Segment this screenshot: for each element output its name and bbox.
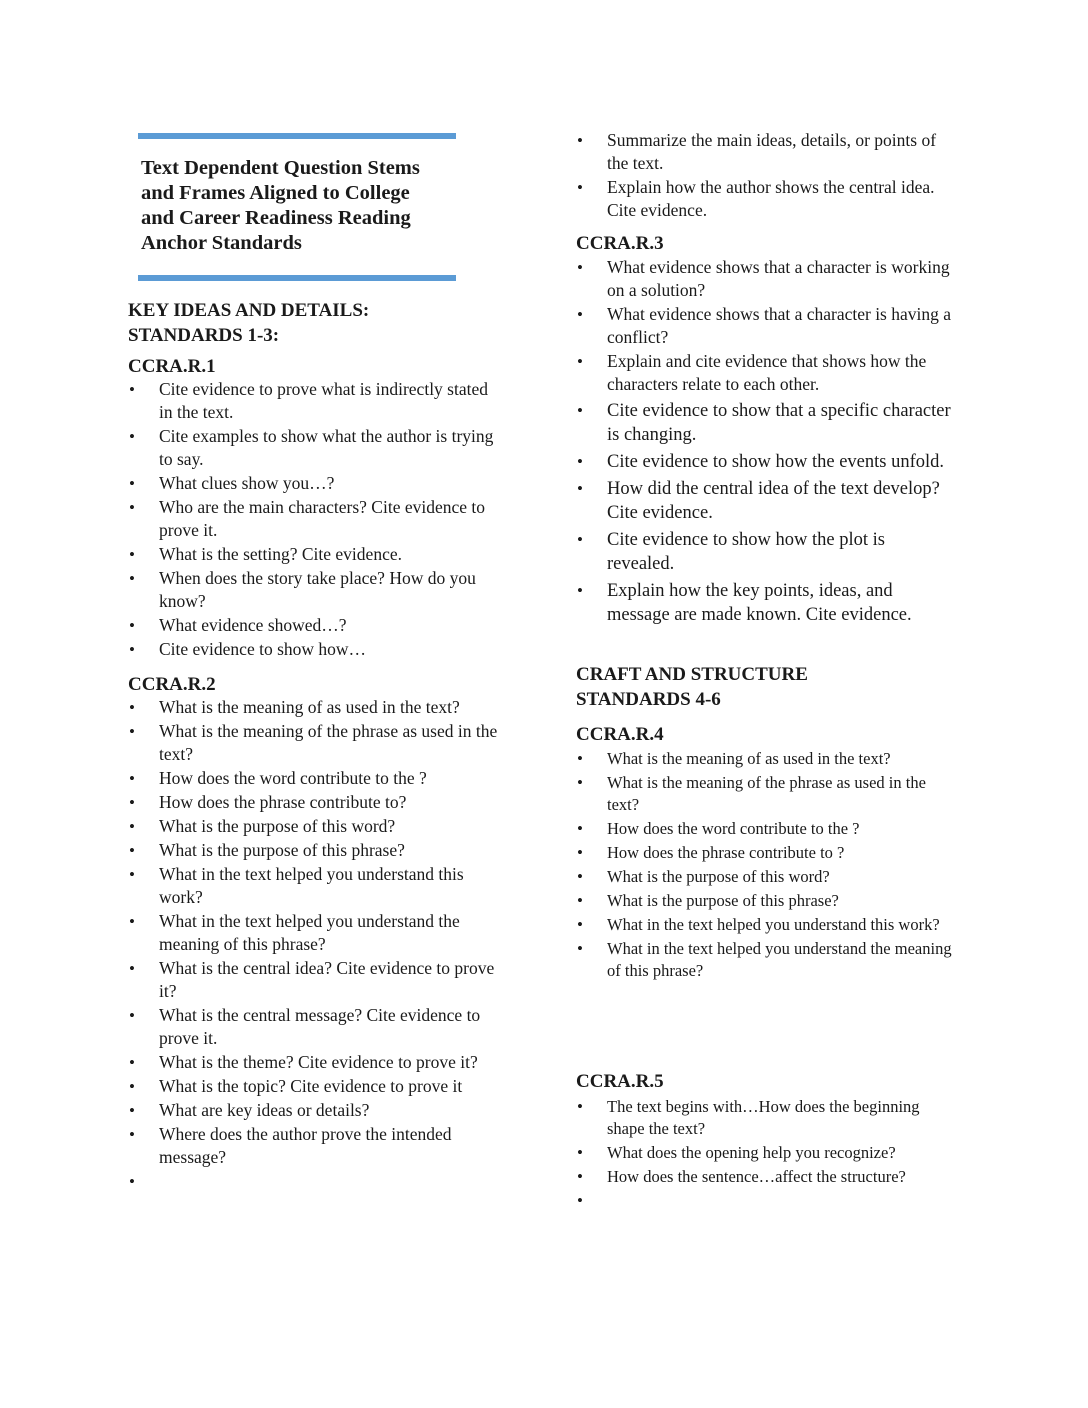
- list-item: • Summarize the main ideas, details, or points of the text.: [576, 129, 956, 175]
- list-item: • What is the meaning of as used in the text?: [128, 696, 500, 719]
- title-line: Anchor Standards: [141, 232, 302, 254]
- list-item: • What are key ideas or details?: [128, 1099, 500, 1122]
- list-item: • What is the theme? Cite evidence to prove it?: [128, 1051, 500, 1074]
- list-item: • Cite evidence to show how the plot is revealed.: [576, 528, 956, 576]
- list-item: • Cite evidence to show that a specific character is changing.: [576, 399, 956, 447]
- list-item: • What is the central idea? Cite evidence to prove it?: [128, 957, 500, 1003]
- list-item: • Who are the main characters? Cite evidence to prove it.: [128, 496, 500, 542]
- section-heading-line: STANDARDS 4-6: [576, 689, 721, 710]
- title-line: and Career Readiness Reading: [141, 207, 411, 229]
- list-item: • How does the sentence…affect the structure?: [576, 1166, 956, 1188]
- list-item: • What is the purpose of this word?: [128, 815, 500, 838]
- standard-heading-r1: CCRA.R.1: [128, 356, 216, 377]
- list-item: • Where does the author prove the intended message?: [128, 1123, 500, 1169]
- list-item: • What in the text helped you understand this work?: [576, 914, 956, 936]
- list-item: • What in the text helped you understand the meaning of this phrase?: [128, 910, 500, 956]
- list-item: • Cite evidence to prove what is indirectly stated in the text.: [128, 378, 500, 424]
- list-item: • What does the opening help you recognize?: [576, 1142, 956, 1164]
- title-block: [138, 133, 456, 281]
- list-item: • What is the purpose of this phrase?: [576, 890, 956, 912]
- list-item: • What is the meaning of the phrase as used in the text?: [576, 772, 956, 816]
- document-title: [141, 156, 456, 256]
- list-item: • What evidence showed…?: [128, 614, 500, 637]
- title-bottom-rule: [138, 275, 456, 281]
- standard-heading-r5: CCRA.R.5: [576, 1071, 664, 1092]
- list-item: • How does the phrase contribute to ?: [576, 842, 956, 864]
- list-item: • Cite evidence to show how…: [128, 638, 500, 661]
- list-item: • What is the purpose of this word?: [576, 866, 956, 888]
- list-item-empty: [576, 1190, 956, 1212]
- list-item-empty: [128, 1170, 500, 1193]
- section-heading-line: KEY IDEAS AND DETAILS:: [128, 300, 370, 321]
- list-r5: [576, 1096, 956, 1214]
- list-r2: [128, 696, 500, 1194]
- list-item: • What is the meaning of as used in the text?: [576, 748, 956, 770]
- list-item: • What is the meaning of the phrase as used in the text?: [128, 720, 500, 766]
- list-item: • What in the text helped you understand this work?: [128, 863, 500, 909]
- list-item: • Cite evidence to show how the events unfold.: [576, 450, 956, 474]
- list-item: • Cite examples to show what the author is trying to say.: [128, 425, 500, 471]
- standard-heading-r2: CCRA.R.2: [128, 674, 216, 695]
- list-r3: [576, 256, 956, 630]
- title-top-rule: [138, 133, 456, 139]
- list-item: • When does the story take place? How do you know?: [128, 567, 500, 613]
- standard-heading-r4: CCRA.R.4: [576, 724, 664, 745]
- title-line: and Frames Aligned to College: [141, 182, 410, 204]
- section-heading-line: CRAFT AND STRUCTURE: [576, 664, 808, 685]
- title-line: Text Dependent Question Stems: [141, 157, 420, 179]
- list-item: • How does the phrase contribute to?: [128, 791, 500, 814]
- list-r1: [128, 378, 500, 662]
- list-item: • Explain how the author shows the central idea. Cite evidence.: [576, 176, 956, 222]
- list-item: • What is the central message? Cite evidence to prove it.: [128, 1004, 500, 1050]
- list-item: • The text begins with…How does the beginning shape the text?: [576, 1096, 956, 1140]
- list-r4: [576, 748, 956, 984]
- list-item: • How does the word contribute to the ?: [576, 818, 956, 840]
- list-item: • How does the word contribute to the ?: [128, 767, 500, 790]
- list-item: • What is the setting? Cite evidence.: [128, 543, 500, 566]
- section-heading-craft-structure: [576, 662, 808, 712]
- list-item: • Explain and cite evidence that shows how the characters relate to each other.: [576, 350, 956, 396]
- list-item: • What is the topic? Cite evidence to prove it: [128, 1075, 500, 1098]
- section-heading-line: STANDARDS 1-3:: [128, 325, 280, 346]
- list-r2-continued: [576, 129, 956, 223]
- standard-heading-r3: CCRA.R.3: [576, 233, 664, 254]
- list-item: • What clues show you…?: [128, 472, 500, 495]
- section-heading-key-ideas: [128, 298, 369, 348]
- list-item: • What evidence shows that a character is working on a solution?: [576, 256, 956, 302]
- list-item: • What is the purpose of this phrase?: [128, 839, 500, 862]
- list-item: • What evidence shows that a character is having a conflict?: [576, 303, 956, 349]
- list-item: • What in the text helped you understand the meaning of this phrase?: [576, 938, 956, 982]
- list-item: • How did the central idea of the text develop? Cite evidence.: [576, 477, 956, 525]
- list-item: • Explain how the key points, ideas, and message are made known. Cite evidence.: [576, 579, 956, 627]
